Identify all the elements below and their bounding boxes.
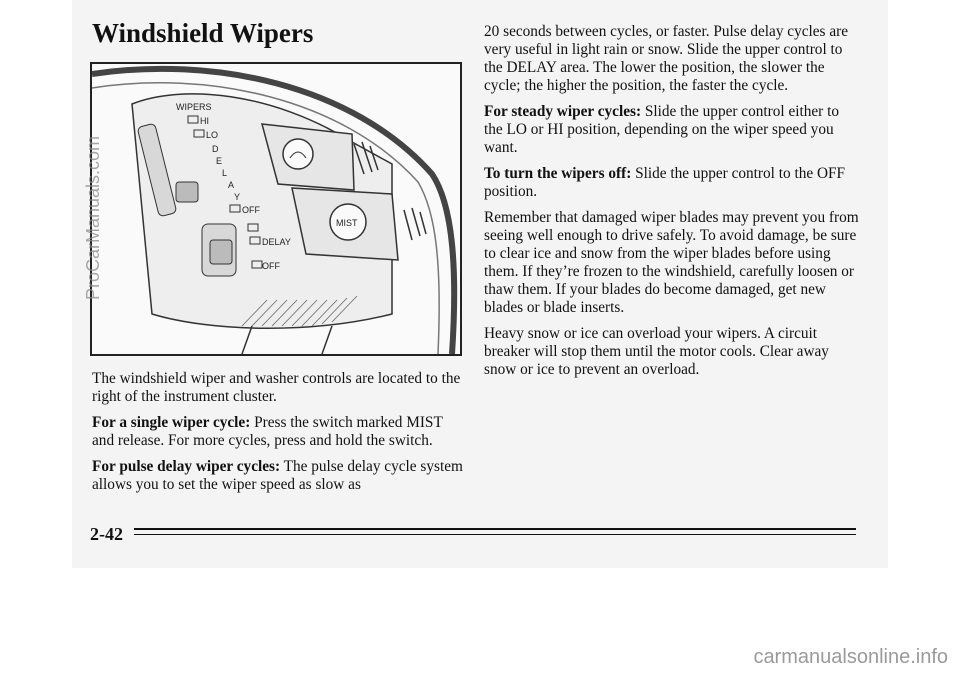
stalk-left: [242, 326, 252, 354]
single-cycle-paragraph: [92, 414, 464, 450]
label-hi: HI: [200, 116, 209, 126]
steady-cycle-text: Slide the upper control either to the LO or HI position, depending on the wiper speed you want.: [484, 103, 840, 156]
lower-slider-knob: [210, 240, 232, 264]
wipers-off-paragraph: [484, 165, 860, 201]
wipers-off-heading: To turn the wipers off:: [484, 165, 632, 182]
single-cycle-heading: For a single wiper cycle:: [92, 414, 251, 431]
label-e: E: [216, 156, 223, 166]
single-cycle-text: Press the switch marked MIST and release. For more cycles, press and hold the switch.: [92, 414, 443, 449]
wipers-off-text: Slide the upper control to the OFF position.: [484, 165, 846, 200]
footer-rule: [134, 528, 856, 530]
pulse-delay-heading: For pulse delay wiper cycles:: [92, 458, 281, 475]
heavy-snow-paragraph: Heavy snow or ice can overload your wipers. A circuit breaker will stop them until the motor cools. Clear away snow or ice to prevent an overload.: [484, 325, 829, 378]
pulse-continued-paragraph: 20 seconds between cycles, or faster. Pulse delay cycles are very useful in light rain or snow. Slide the upper control to the DELAY area. The lower the position, the slower the cycle; the higher the position, the faster the cycle.: [484, 23, 849, 94]
page-number: 2-42: [90, 524, 123, 544]
label-lo: LO: [206, 130, 219, 140]
label-delay: DELAY: [262, 237, 291, 247]
damaged-blades-paragraph: Remember that damaged wiper blades may prevent you from seeing well enough to drive safely. To avoid damage, be sure to clear ice and snow from the wiper blades before using them. If they’re frozen to the windshield, carefully loosen or thaw them. If your blades do become damaged, get new blades or blade inserts.: [484, 209, 859, 316]
side-watermark: ProCarManuals.com: [83, 135, 103, 300]
intro-paragraph: The windshield wiper and washer controls are located to the right of the instrument cluster.: [92, 370, 461, 405]
label-l: L: [222, 168, 228, 178]
label-d: D: [212, 144, 219, 154]
footer-rule-thin: [134, 534, 856, 535]
left-column: [92, 370, 464, 502]
bottom-watermark: carmanualsonline.info: [753, 646, 948, 668]
stalk-right: [322, 326, 332, 354]
wiper-controls-illustration: [90, 62, 462, 356]
pulse-delay-paragraph: [92, 458, 464, 494]
pulse-delay-text: The pulse delay cycle system allows you to set the wiper speed as slow as: [92, 458, 463, 493]
steady-cycle-heading: For steady wiper cycles:: [484, 103, 642, 120]
label-off-lower: OFF: [262, 261, 280, 271]
label-a: A: [228, 180, 235, 190]
label-off-upper: OFF: [242, 205, 260, 215]
right-column: [484, 23, 860, 387]
steady-cycle-paragraph: [484, 103, 860, 157]
washer-icon: [283, 139, 313, 169]
label-y: Y: [234, 192, 241, 202]
page-title: Windshield Wipers: [92, 18, 314, 48]
wiper-controls-drawing: [92, 64, 460, 354]
label-wipers: WIPERS: [176, 102, 212, 112]
label-mist: MIST: [336, 218, 358, 228]
upper-slider-knob: [176, 182, 198, 202]
